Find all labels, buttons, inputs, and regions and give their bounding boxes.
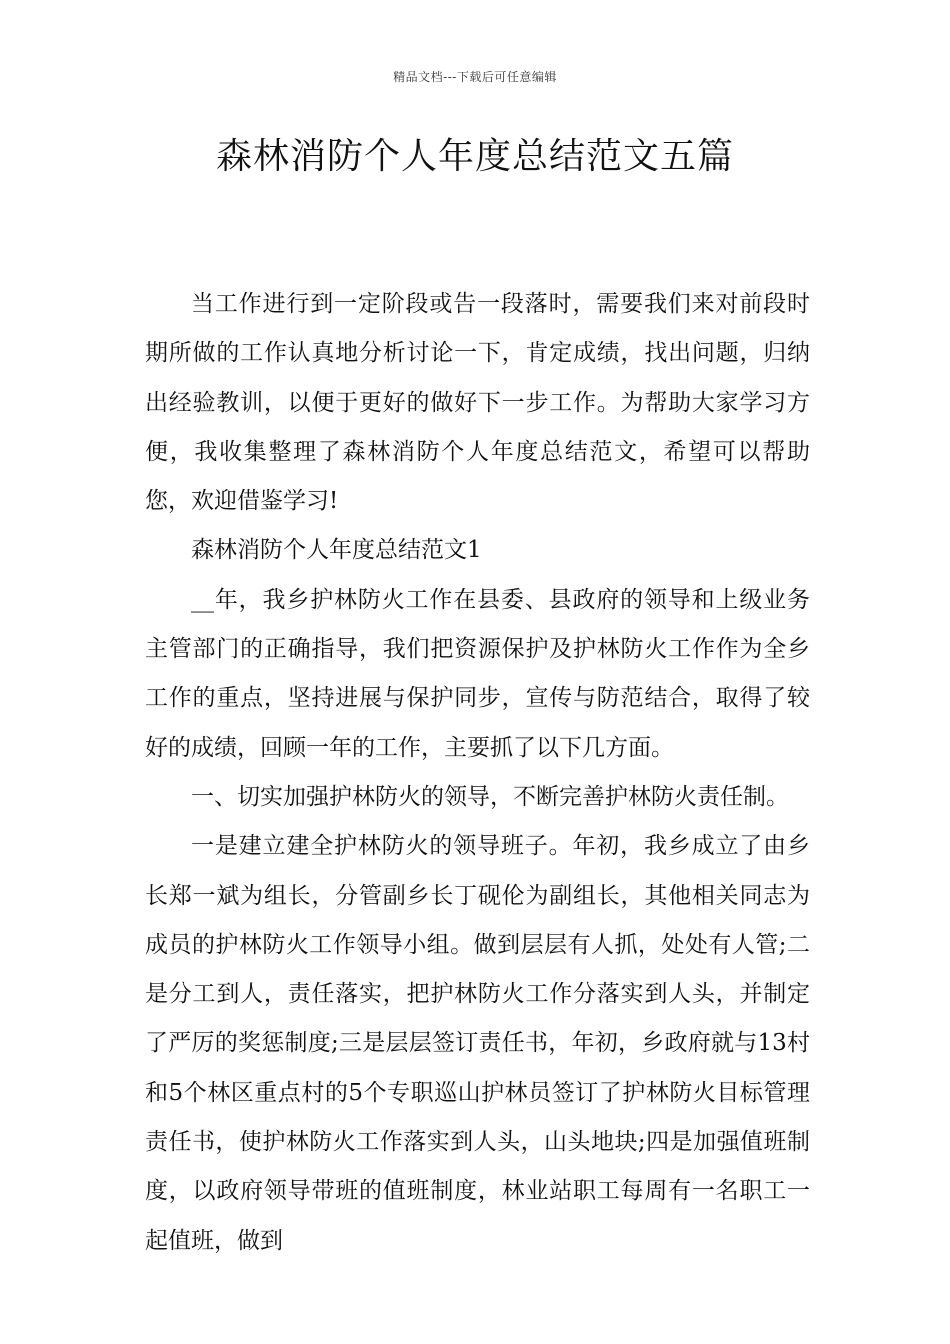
intro-paragraph: 当工作进行到一定阶段或告一段落时，需要我们来对前段时期所做的工作认真地分析讨论一下，肯定成绩，找出问题，归纳出经验教训，以便于更好的做好下一步工作。为帮助大家学习方便，我收集整理了森林消防个人年度总结范文，希望可以帮助您，欢迎借鉴学习! bbox=[145, 291, 810, 515]
document-title: 森林消防个人年度总结范文五篇 bbox=[215, 136, 734, 177]
body-paragraph: __年，我乡护林防火工作在县委、县政府的领导和上级业务主管部门的正确指导，我们把资源保护及护林防火工作作为全乡工作的重点，坚持进展与保护同步，宣传与防范结合，取得了较好的成绩，回顾一年的工作，主要抓了以下几方面。 bbox=[145, 586, 810, 761]
header-note: 精品文档---下载后可任意编辑 bbox=[393, 70, 557, 84]
document-body bbox=[145, 280, 810, 1266]
subsection-heading: 一、切实加强护林防火的领导，不断完善护林防火责任制。 bbox=[191, 783, 789, 810]
section-heading: 森林消防个人年度总结范文1 bbox=[191, 537, 482, 564]
body-paragraph: 一是建立建全护林防火的领导班子。年初，我乡成立了由乡长郑一斌为组长，分管副乡长丁砚伦为副组长，其他相关同志为成员的护林防火工作领导小组。做到层层有人抓，处处有人管;二是分工到人，责任落实，把护林防火工作分落实到人头，并制定了严厉的奖惩制度;三是层层签订责任书，年初，乡政府就与13村和5个林区重点村的5个专职巡山护林员签订了护林防火目标管理责任书，使护林防火工作落实到人头，山头地块;四是加强值班制度，以政府领导带班的值班制度，林业站职工每周有一名职工一起值班，做到 bbox=[145, 833, 810, 1254]
